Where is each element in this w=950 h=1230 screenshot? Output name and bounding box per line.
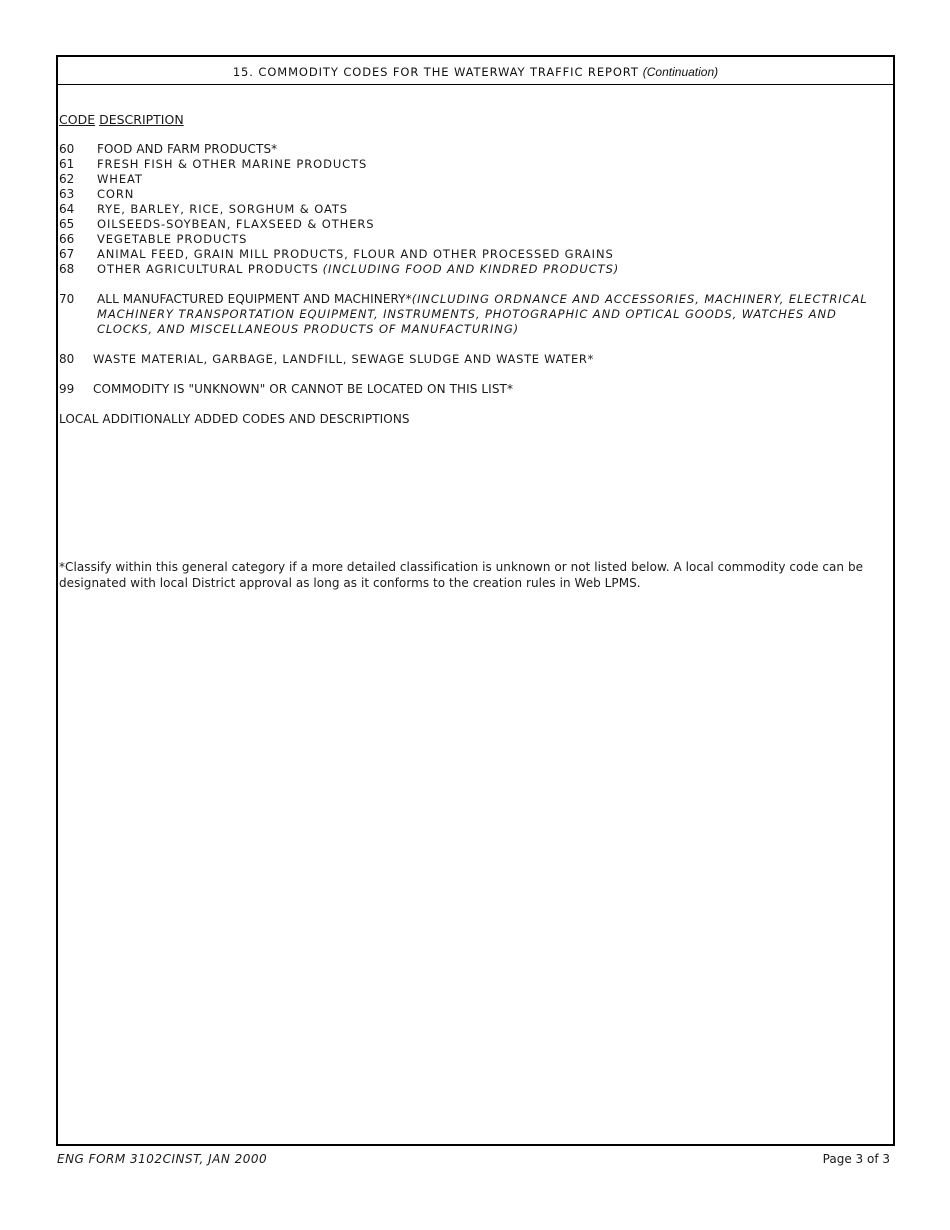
- code-row-61: [59, 157, 889, 172]
- description-main: RYE, BARLEY, RICE, SORGHUM & OATS: [97, 202, 348, 216]
- description-note: (INCLUDING ORDNANCE AND ACCESSORIES, MACHINERY, ELECTRICAL MACHINERY TRANSPORTATION EQUIPMENT, INSTRUMENTS, PHOTOGRAPHIC AND OPTICAL GOODS, WATCHES AND CLOCKS, AND MISCELLANEOUS PRODUCTS OF MANUFACTURING): [97, 292, 868, 336]
- code-value: 61: [59, 157, 75, 171]
- description-main: OILSEEDS-SOYBEAN, FLAXSEED & OTHERS: [97, 217, 375, 231]
- code-value: 70: [59, 292, 75, 306]
- code-row-70: [59, 292, 889, 337]
- code-description: [97, 187, 889, 202]
- column-headers: [59, 112, 889, 127]
- section-header: [58, 57, 893, 85]
- description-main: VEGETABLE PRODUCTS: [97, 232, 248, 246]
- form-frame: [56, 55, 895, 1146]
- footnote: *Classify within this general category if a more detailed classification is unknown or not listed below. A local commodity code can be designated with local District approval as long as it conforms to the creation rules in Web LPMS.: [59, 560, 864, 590]
- continuation-label: (Continuation): [642, 64, 719, 79]
- code-description: [97, 157, 889, 172]
- code-row-68: [59, 262, 889, 277]
- code-value: 67: [59, 247, 75, 261]
- code-value: 63: [59, 187, 75, 201]
- description-note: (INCLUDING FOOD AND KINDRED PRODUCTS): [322, 262, 620, 276]
- code-value: 62: [59, 172, 75, 186]
- food-farm-group: [59, 142, 889, 277]
- code-description: [97, 142, 889, 157]
- code-description: COMMODITY IS "UNKNOWN" OR CANNOT BE LOCATED ON THIS LIST*: [93, 382, 514, 396]
- code-description: WASTE MATERIAL, GARBAGE, LANDFILL, SEWAGE SLUDGE AND WASTE WATER*: [93, 352, 595, 366]
- code-value: 66: [59, 232, 75, 246]
- code-value: 65: [59, 217, 75, 231]
- code-row-67: [59, 247, 889, 262]
- code-row-64: [59, 202, 889, 217]
- code-description: [93, 292, 889, 337]
- page-number: Page 3 of 3: [822, 1152, 890, 1166]
- description-main: WHEAT: [97, 172, 143, 186]
- description-main: FOOD AND FARM PRODUCTS*: [97, 142, 278, 156]
- code-value: 80: [59, 352, 75, 366]
- description-main: OTHER AGRICULTURAL PRODUCTS: [97, 262, 319, 276]
- code-description: [97, 172, 889, 187]
- code-row-63: [59, 187, 889, 202]
- code-description: [97, 247, 889, 262]
- description-main: FRESH FISH & OTHER MARINE PRODUCTS: [97, 157, 368, 171]
- code-value: 64: [59, 202, 75, 216]
- description-column-header: DESCRIPTION: [99, 112, 184, 127]
- code-row-62: [59, 172, 889, 187]
- code-row-80: [59, 352, 889, 367]
- local-codes-heading: LOCAL ADDITIONALLY ADDED CODES AND DESCRIPTIONS: [59, 412, 410, 426]
- code-row-60: [59, 142, 889, 157]
- code-value: 99: [59, 382, 75, 396]
- code-value: 60: [59, 142, 75, 156]
- code-description: [97, 217, 889, 232]
- form-id: ENG FORM 3102CINST, JAN 2000: [57, 1152, 268, 1166]
- code-description: [97, 232, 889, 247]
- code-row-99: [59, 382, 889, 397]
- code-row-65: [59, 217, 889, 232]
- section-title: 15. COMMODITY CODES FOR THE WATERWAY TRAFFIC REPORT: [232, 64, 639, 79]
- code-value: 68: [59, 262, 75, 276]
- description-main: ALL MANUFACTURED EQUIPMENT AND MACHINERY*: [97, 292, 412, 306]
- code-column-header: CODE: [59, 112, 96, 127]
- commodity-code-list: [59, 112, 889, 427]
- description-main: CORN: [97, 187, 135, 201]
- code-row-66: [59, 232, 889, 247]
- code-description: [97, 262, 889, 277]
- code-description: [97, 202, 889, 217]
- description-main: ANIMAL FEED, GRAIN MILL PRODUCTS, FLOUR AND OTHER PROCESSED GRAINS: [97, 247, 614, 261]
